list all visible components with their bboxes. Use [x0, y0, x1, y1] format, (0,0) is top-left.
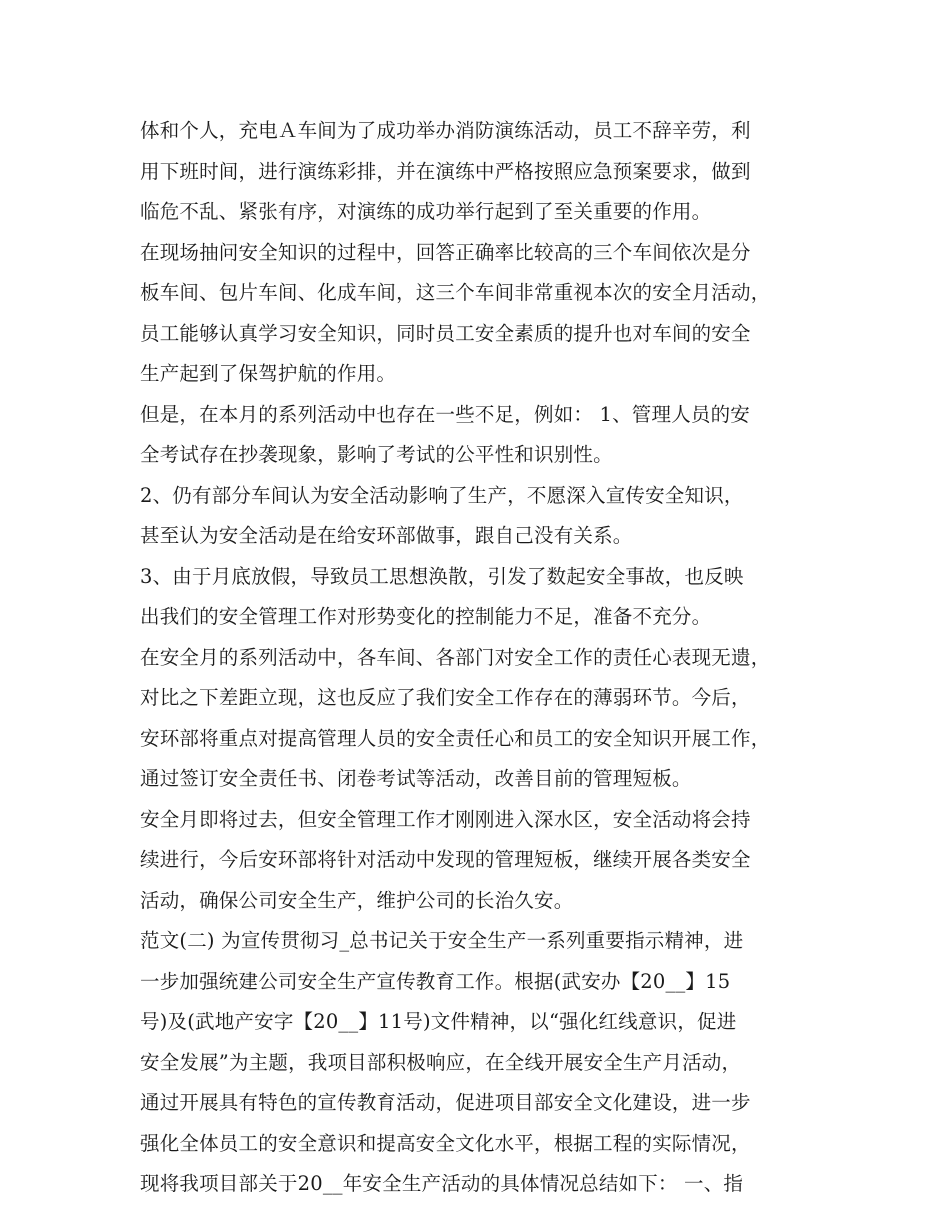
text-line: 活动，确保公司安全生产，维护公司的长治久安。 [140, 888, 574, 912]
text-line: 3、由于月底放假，导致员工思想涣散，引发了数起安全事故，也反映 [140, 564, 744, 588]
text-line: 2、仍有部分车间认为安全活动影响了生产，不愿深入宣传安全知识， [140, 483, 744, 507]
text-line: 生产起到了保驾护航的作用。 [140, 362, 397, 385]
text-line: 通过签订安全责任书、闭卷考试等活动，改善目前的管理短板。 [140, 767, 692, 790]
text-line: 安全月即将过去，但安全管理工作才刚刚进入深水区，安全活动将会持 [140, 807, 751, 831]
text-line: 在安全月的系列活动中，各车间、各部门对安全工作的责任心表现无遗， [140, 645, 771, 669]
text-line: 在现场抽问安全知识的过程中，回答正确率比较高的三个车间依次是分 [140, 240, 751, 264]
text-line: 员工能够认真学习安全知识，同时员工安全素质的提升也对车间的安全 [140, 321, 751, 345]
text-line: 续进行，今后安环部将针对活动中发现的管理短板，继续开展各类安全 [140, 848, 751, 871]
text-line: 对比之下差距立现，这也反应了我们安全工作存在的薄弱环节。今后， [140, 686, 751, 709]
text-line: 临危不乱、紧张有序，对演练的成功举行起到了至关重要的作用。 [140, 200, 712, 223]
text-line: 但是，在本月的系列活动中也存在一些不足，例如： 1、管理人员的安 [140, 402, 751, 426]
text-line: 范文(二) 为宣传贯彻习_总书记关于安全生产一系列重要指示精神，进 [140, 929, 744, 952]
text-line: 体和个人，充电Ａ车间为了成功举办消防演练活动，员工不辞辛劳，利 [140, 119, 751, 142]
text-line: 用下班时间，进行演练彩排，并在演练中严格按照应急预案要求，做到 [140, 159, 751, 183]
text-line: 安全发展”为主题，我项目部积极响应，在全线开展安全生产月活动， [140, 1050, 742, 1074]
text-line: 通过开展具有特色的宣传教育活动，促进项目部安全文化建设，进一步 [140, 1091, 751, 1114]
text-line: 板车间、包片车间、化成车间，这三个车间非常重视本次的安全月活动， [140, 281, 771, 304]
text-line: 号)及(武地产安字【20__】11号)文件精神，以“强化红线意识，促进 [140, 1010, 737, 1033]
text-line: 全考试存在抄袭现象，影响了考试的公平性和识别性。 [140, 443, 613, 466]
text-line: 出我们的安全管理工作对形势变化的控制能力不足，准备不充分。 [140, 605, 712, 628]
document-body [140, 111, 816, 1205]
text-line: 安环部将重点对提高管理人员的安全责任心和员工的安全知识开展工作， [140, 726, 771, 750]
text-line: 强化全体员工的安全意识和提高安全文化水平，根据工程的实际情况， [140, 1131, 751, 1155]
text-line: 一步加强统建公司安全生产宣传教育工作。根据(武安办【20__】15 [140, 969, 731, 993]
text-line: 甚至认为安全活动是在给安环部做事，跟自己没有关系。 [140, 524, 633, 547]
text-line: 现将我项目部关于20__年安全生产活动的具体情况总结如下： 一、指 [140, 1172, 744, 1195]
